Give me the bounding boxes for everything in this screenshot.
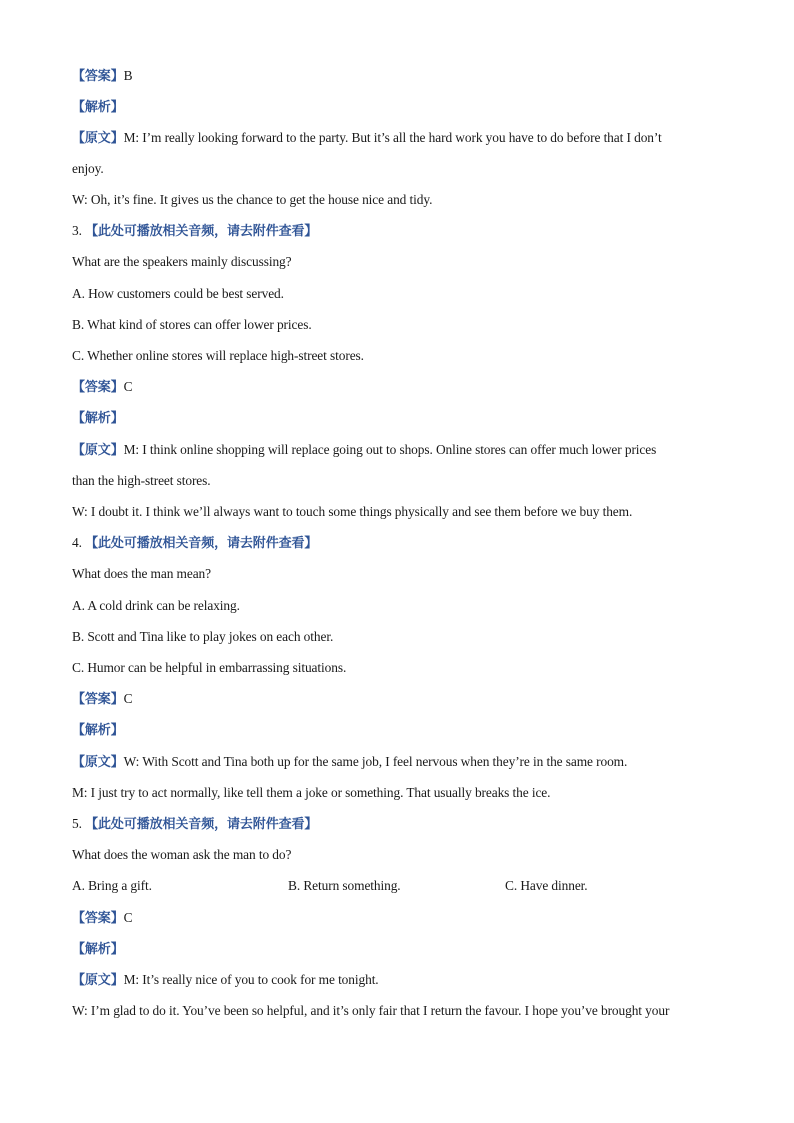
q3-transcript-line-3: W: I doubt it. I think we’ll always want to touch some things physically and see them before we buy them.: [72, 504, 633, 519]
transcript-tag: 【原文】: [72, 131, 124, 146]
q3-number: 3.: [72, 223, 82, 238]
q3-option-b: B. What kind of stores can offer lower prices.: [72, 317, 312, 332]
q5-option-a: A. Bring a gift.: [72, 878, 152, 893]
q4-number: 4.: [72, 535, 82, 550]
q5-question: What does the woman ask the man to do?: [72, 847, 292, 862]
q4-option-c: C. Humor can be helpful in embarrassing situations.: [72, 660, 347, 675]
q3-transcript-1: M: I think online shopping will replace going out to shops. Online stores can offer much lower prices: [123, 442, 657, 457]
q4-transcript-line-1: [72, 753, 734, 772]
analysis-tag: 【解析】: [72, 942, 124, 957]
q2-transcript-line-3: W: Oh, it’s fine. It gives us the chance to get the house nice and tidy.: [72, 192, 433, 207]
q5-number: 5.: [72, 816, 82, 831]
q2-answer-line: [72, 67, 734, 86]
q5-option-b: B. Return something.: [288, 878, 401, 893]
q4-answer-line: [72, 690, 734, 709]
answer-tag: 【答案】: [72, 692, 124, 707]
q2-analysis-line: [72, 98, 734, 117]
q3-option-c: C. Whether online stores will replace high-street stores.: [72, 348, 364, 363]
q5-transcript-1: M: It’s really nice of you to cook for me tonight.: [123, 972, 379, 987]
q4-header: [72, 534, 734, 553]
q4-transcript-1: W: With Scott and Tina both up for the same job, I feel nervous when they’re in the same room.: [123, 754, 628, 769]
q3-analysis-line: [72, 409, 734, 428]
transcript-tag: 【原文】: [72, 973, 124, 988]
q4-option-b: B. Scott and Tina like to play jokes on each other.: [72, 629, 334, 644]
analysis-tag: 【解析】: [72, 100, 124, 115]
transcript-tag: 【原文】: [72, 443, 124, 458]
q3-option-a: A. How customers could be best served.: [72, 286, 284, 301]
q2-transcript-line-1: [72, 129, 734, 148]
q2-transcript-1: M: I’m really looking forward to the party. But it’s all the hard work you have to do before that I don’t: [123, 130, 662, 145]
q3-question: What are the speakers mainly discussing?: [72, 254, 292, 269]
q5-answer-line: [72, 909, 734, 928]
answer-tag: 【答案】: [72, 911, 124, 926]
q4-transcript-line-2: M: I just try to act normally, like tell them a joke or something. That usually breaks the ice.: [72, 785, 551, 800]
q5-header: [72, 815, 734, 834]
answer-tag: 【答案】: [72, 69, 124, 84]
transcript-tag: 【原文】: [72, 755, 124, 770]
q3-transcript-line-2: than the high-street stores.: [72, 473, 211, 488]
q3-answer-line: [72, 378, 734, 397]
audio-note[interactable]: 【此处可播放相关音频，请去附件查看】: [85, 817, 318, 832]
analysis-tag: 【解析】: [72, 411, 124, 426]
q4-analysis-line: [72, 721, 734, 740]
q5-option-c: C. Have dinner.: [505, 878, 588, 893]
q5-transcript-line-2: W: I’m glad to do it. You’ve been so helpful, and it’s only fair that I return the favour. I hope you’ve brought your: [72, 1003, 670, 1018]
q2-answer: B: [123, 68, 133, 83]
analysis-tag: 【解析】: [72, 723, 124, 738]
q5-analysis-line: [72, 940, 734, 959]
audio-note[interactable]: 【此处可播放相关音频，请去附件查看】: [85, 224, 318, 239]
audio-note[interactable]: 【此处可播放相关音频，请去附件查看】: [85, 536, 318, 551]
q5-answer: C: [123, 910, 133, 925]
q4-answer: C: [123, 691, 133, 706]
q2-transcript-line-2: enjoy.: [72, 161, 104, 176]
q4-option-a: A. A cold drink can be relaxing.: [72, 598, 240, 613]
q3-transcript-line-1: [72, 441, 734, 460]
answer-tag: 【答案】: [72, 380, 124, 395]
q4-question: What does the man mean?: [72, 566, 211, 581]
q3-answer: C: [123, 379, 133, 394]
q5-transcript-line-1: [72, 971, 734, 990]
q3-header: [72, 222, 734, 241]
